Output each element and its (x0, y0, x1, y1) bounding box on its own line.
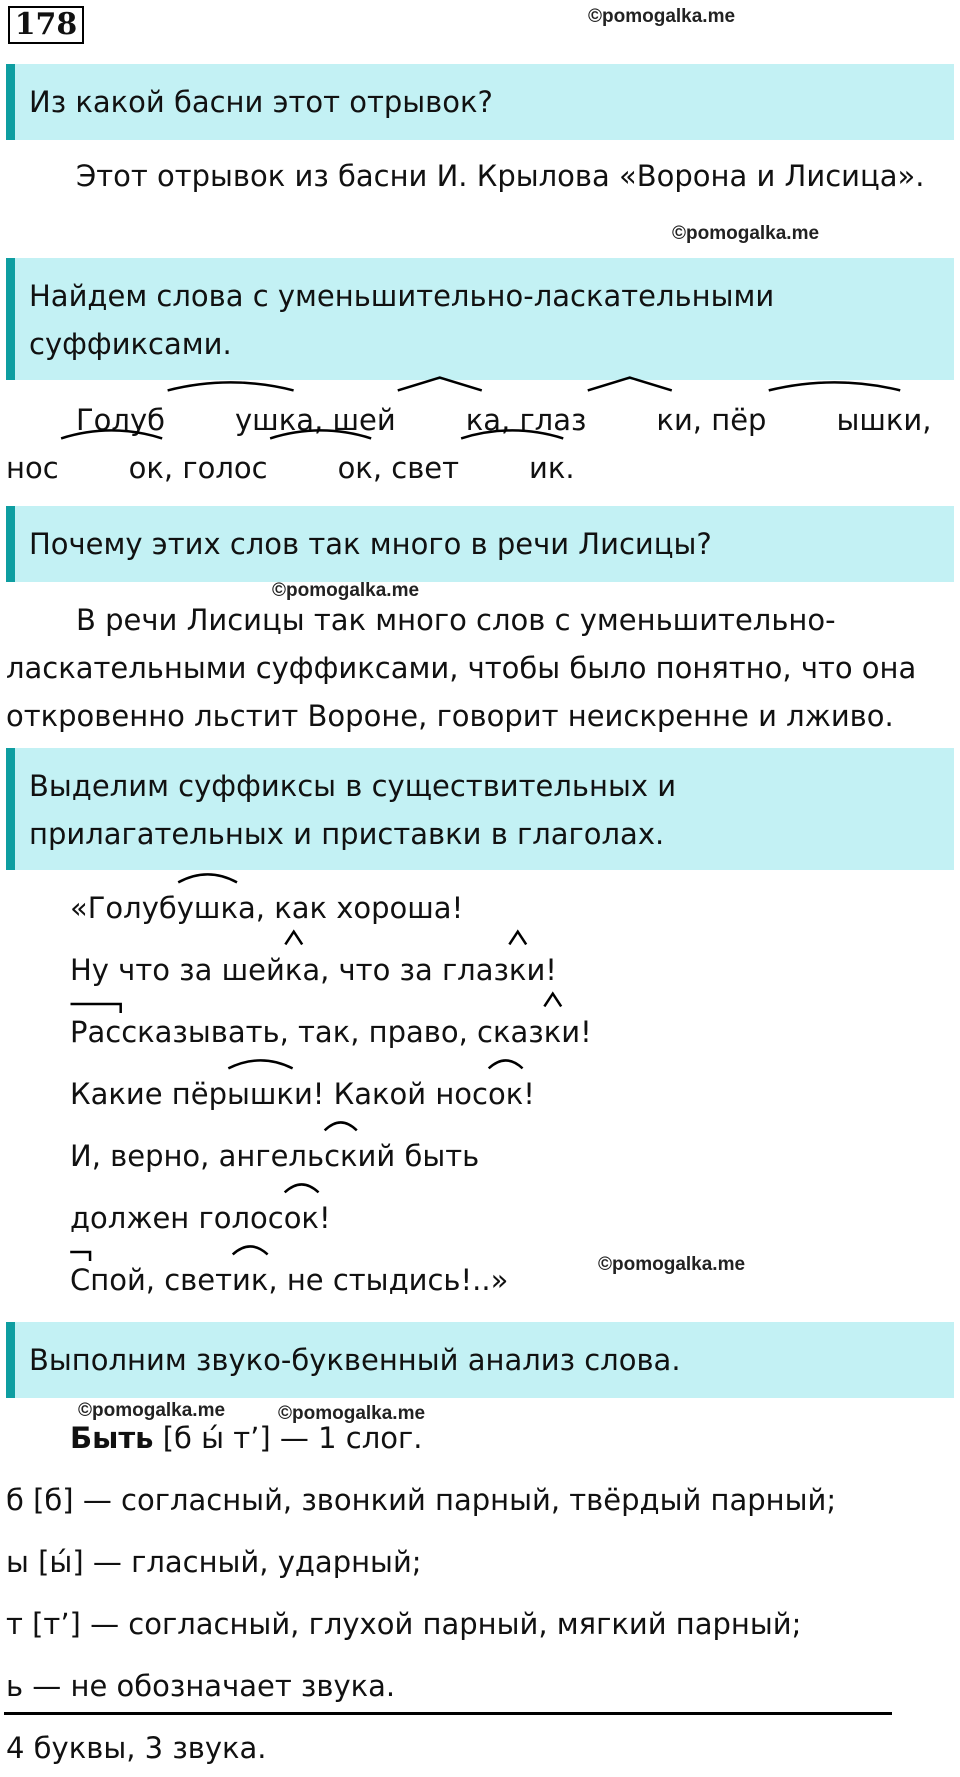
watermark: ©pomogalka.me (588, 6, 736, 27)
suffix-mark: ышк (227, 1074, 294, 1114)
suffix-mark: ик (459, 444, 565, 492)
question-banner-5 (6, 1322, 954, 1398)
prefix-mark: Рас (70, 1012, 121, 1052)
question-banner-2 (6, 258, 954, 380)
word-transcription (70, 1418, 422, 1458)
transcription: [б ы́ т’] — 1 слог. (153, 1421, 423, 1455)
answer-1: Этот отрывок из басни И. Крылова «Ворона и Лисица». (76, 159, 925, 193)
question-3-title: Почему этих слов так много в речи Лисицы? (29, 527, 712, 561)
analyzed-word: Быть (70, 1421, 154, 1455)
divider-line (4, 1712, 892, 1715)
total-count: 4 буквы, 3 звука. (6, 1731, 267, 1765)
sound-line-3: т [т’] — согласный, глухой парный, мягкий парный; (6, 1607, 802, 1641)
question-1-title: Из какой басни этот отрывок? (29, 85, 493, 119)
suffix-mark: ик (232, 1260, 268, 1300)
question-banner-1 (6, 64, 954, 140)
poem-line-7: С пой, светик , не стыдись!..» (70, 1260, 508, 1300)
suffix-mark: ушк (165, 396, 296, 444)
watermark: ©pomogalka.me (672, 223, 820, 244)
poem-line-6: должен голосок ! (70, 1198, 331, 1238)
watermark: ©pomogalka.me (598, 1254, 746, 1275)
poem-line-4: Какие пёрышк и! Какой носок ! (70, 1074, 535, 1114)
sound-line-1: б [б] — согласный, звонкий парный, твёрдый парный; (6, 1483, 837, 1517)
prefix-mark: С (70, 1260, 90, 1300)
suffix-mark: к (396, 396, 484, 444)
suffix-mark: ок (284, 1198, 319, 1238)
question-5-title: Выполним звуко-буквенный анализ слова. (29, 1343, 681, 1377)
suffix-mark: ок (268, 444, 373, 492)
watermark: ©pomogalka.me (278, 1403, 426, 1424)
diminutive-words: Голуб ушк а, шей к а, глаз к и, пёр ышк и, нос ок , голос ок , свет ик . (6, 396, 946, 492)
poem-line-5: И, верно, ангельск ий быть (70, 1136, 479, 1176)
poem-line-2: Ну что за шейк а, что за глазк и! (70, 950, 557, 990)
watermark: ©pomogalka.me (78, 1400, 226, 1421)
sound-line-2: ы [ы́] — гласный, ударный; (6, 1545, 422, 1579)
question-2-title: Найдем слова с уменьшительно-ласкательными суффиксами. (29, 279, 775, 361)
suffix-mark: ск (324, 1136, 357, 1176)
suffix-mark: к (544, 1012, 562, 1052)
suffix-mark: ушк (177, 888, 238, 928)
poem-line-3: Рас сказывать, так, право, сказк и! (70, 1012, 592, 1052)
poem-line-1: «Голубушк а, как хороша! (70, 888, 463, 928)
suffix-mark: к (285, 950, 303, 990)
suffix-mark: к (509, 950, 527, 990)
question-banner-4 (6, 748, 954, 870)
suffix-mark: к (586, 396, 674, 444)
answer-3: В речи Лисицы так много слов с уменьшительно-ласкательными суффиксами, чтобы было понятно, что она откровенно льстит Вороне, говорит неискренне и лживо. (6, 603, 917, 733)
suffix-mark: ышк (766, 396, 903, 444)
question-4-title: Выделим суффиксы в существительных и прилагательных и приставки в глаголах. (29, 769, 677, 851)
suffix-mark: ок (59, 444, 164, 492)
watermark: ©pomogalka.me (272, 580, 420, 601)
sound-line-4: ь — не обозначает звука. (6, 1669, 396, 1703)
question-banner-3 (6, 506, 954, 582)
suffix-mark: ок (488, 1074, 523, 1114)
task-number: 178 (8, 6, 84, 44)
